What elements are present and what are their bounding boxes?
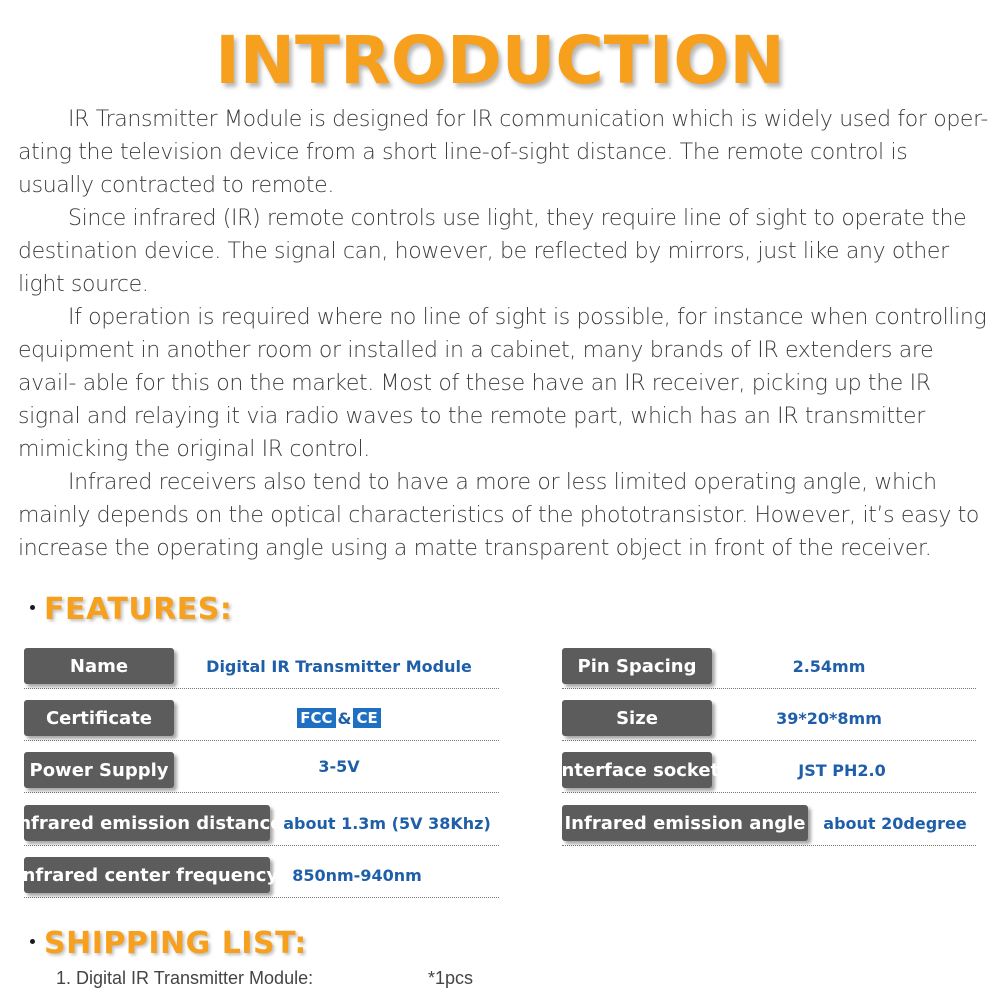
spec-value-power: 3-5V	[318, 756, 360, 776]
spec-row-size	[562, 700, 976, 741]
ce-badge: CE	[353, 708, 380, 728]
intro-paragraph-4: Infrared receivers also tend to have a more or less limited operating angle, which mainly depends on the optical characteristics of the phototransistor. However, it’s easy to increase the operating angle using a matte transparent object in front of the receiver.	[18, 470, 980, 561]
spec-label-size: Size	[562, 700, 712, 736]
spec-value-frequency: 850nm-940nm	[292, 865, 422, 885]
spec-row-distance	[11, 805, 499, 846]
intro-paragraph-2: Since infrared (IR) remote controls use light, they require line of sight to operate the destination device. The signal can, however, be reflected by mirrors, just like any other light source.	[18, 206, 967, 297]
spec-row-pin-spacing	[562, 648, 976, 689]
spec-label-socket: Interface socket	[562, 752, 712, 788]
spec-row-socket	[554, 752, 976, 793]
spec-label-certificate: Certificate	[24, 700, 174, 736]
bullet-icon	[30, 939, 35, 944]
spec-value-socket: JST PH2.0	[798, 760, 886, 780]
intro-text	[18, 103, 988, 565]
spec-value-name: Digital IR Transmitter Module	[206, 656, 472, 676]
spec-value-pin-spacing: 2.54mm	[792, 656, 866, 676]
spec-label-name: Name	[24, 648, 174, 684]
spec-row-certificate	[24, 700, 499, 741]
spec-row-name	[24, 648, 499, 689]
shipping-heading	[30, 926, 307, 961]
spec-row-power	[24, 752, 499, 793]
shipping-qty: *1pcs	[428, 968, 474, 988]
spec-label-power: Power Supply	[24, 752, 174, 788]
page-title: INTRODUCTION	[215, 22, 785, 99]
spec-label-distance: Infrared emission distance	[24, 805, 270, 841]
spec-row-frequency	[15, 857, 499, 898]
intro-paragraph-1: IR Transmitter Module is designed for IR communication which is widely used for oper- ating the television device from a short line-of-sight distance. The remote control is usually contracted to remote.	[18, 107, 988, 198]
spec-label-angle: Infrared emission angle	[562, 805, 808, 841]
bullet-icon	[30, 605, 35, 610]
spec-value-size: 39*20*8mm	[776, 708, 882, 728]
spec-value-certificate	[184, 700, 494, 736]
spec-label-frequency: Infrared center frequency	[24, 857, 270, 893]
shipping-item: 1. Digital IR Transmitter Module:	[56, 968, 314, 988]
features-heading	[30, 592, 232, 627]
shipping-heading-text: SHIPPING LIST:	[44, 926, 307, 961]
cert-ampersand: &	[337, 708, 352, 728]
intro-paragraph-3: If operation is required where no line of sight is possible, for instance when controlling equipment in another room or installed in a cabinet, many brands of IR extenders are avail- able for this on the market. Most of these have an IR receiver, picking up the IR signal and relaying it via radio waves to the remote part, which has an IR transmitter mimicking the original IR control.	[18, 305, 987, 462]
spec-value-angle: about 20degree	[823, 813, 967, 833]
fcc-badge: FCC	[297, 708, 335, 728]
spec-value-distance: about 1.3m (5V 38Khz)	[283, 813, 491, 833]
spec-label-pin-spacing: Pin Spacing	[562, 648, 712, 684]
features-heading-text: FEATURES:	[44, 592, 233, 627]
spec-row-angle	[562, 805, 976, 846]
